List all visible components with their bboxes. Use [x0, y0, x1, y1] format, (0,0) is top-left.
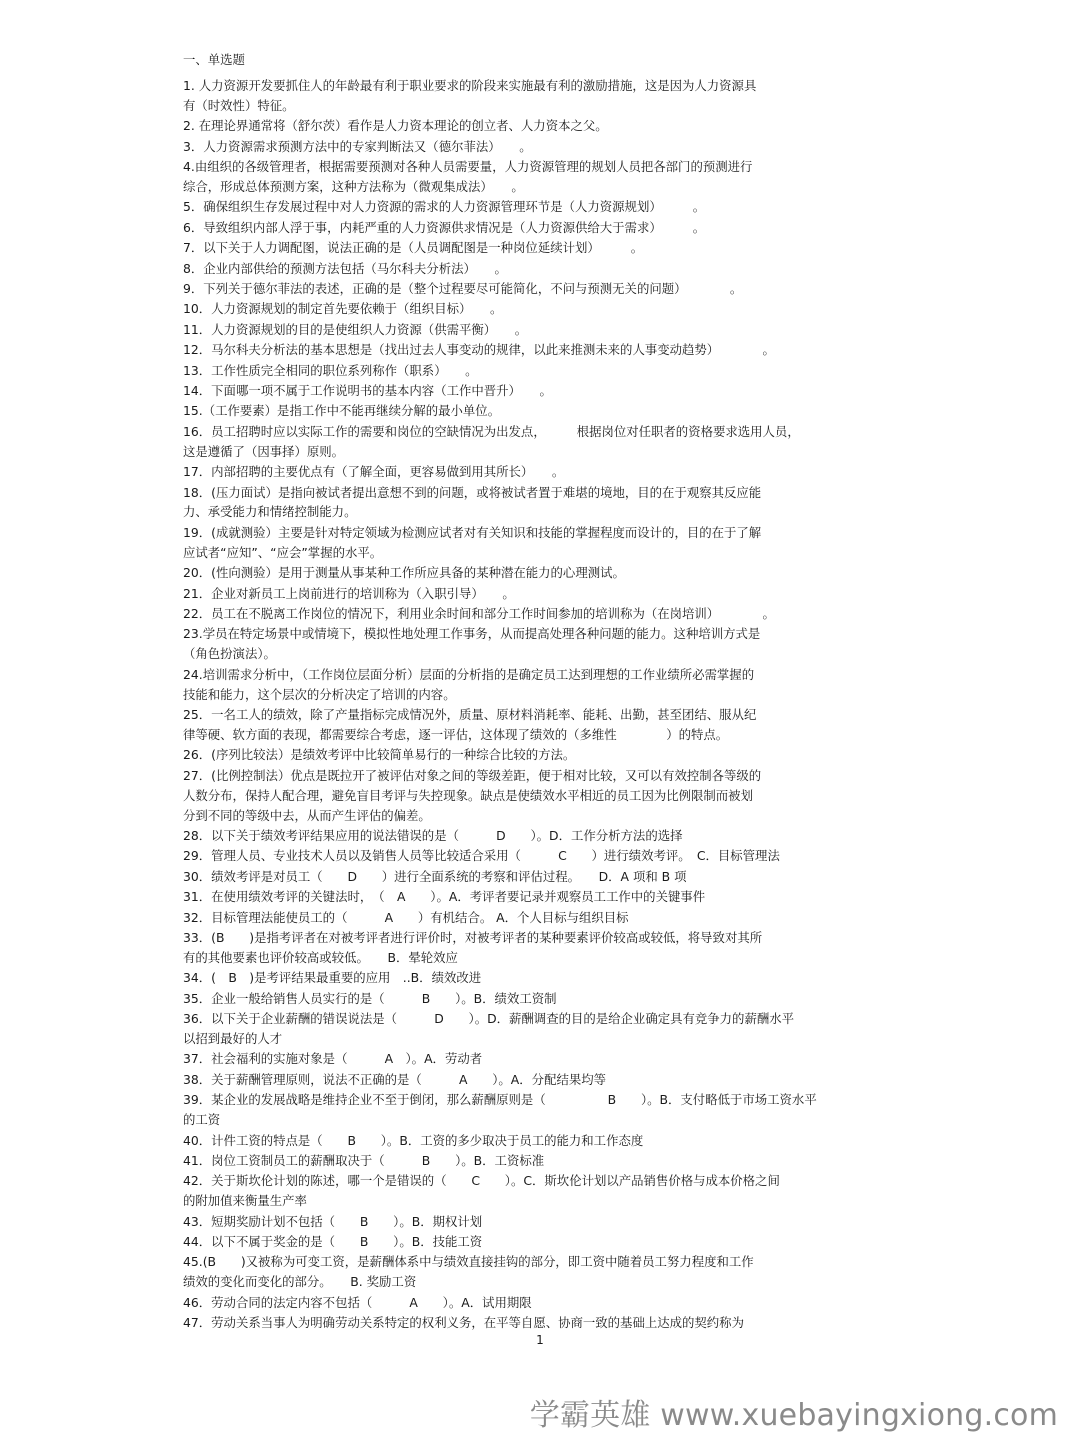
question-item: 44．以下不属于奖金的是（ B ）。B．技能工资: [183, 1234, 483, 1250]
question-item: 25．一名工人的绩效，除了产量指标完成情况外，质量、原材料消耗率、能耗、出勤，甚至团结、服从纪 律等硬、软方面的表现，都需要综合考虑，逐一评估，这体现了绩效的（多维性 ）的特点。: [183, 707, 757, 742]
question-item: 15.（工作要素）是指工作中不能再继续分解的最小单位。: [183, 403, 501, 419]
question-item: 20．(性向测验）是用于测量从事某种工作所应具备的某种潜在能力的心理测试。: [183, 565, 625, 581]
question-item: 42．关于斯坎伦计划的陈述，哪一个是错误的（ C ）。C．斯坎伦计划以产品销售价格与成本价格之间 的附加值来衡量生产率: [183, 1173, 780, 1209]
question-item: 12．马尔科夫分析法的基本思想是（找出过去人事变动的规律，以此来推测未来的人事变动趋势） 。: [183, 342, 775, 358]
question-item: 17．内部招聘的主要优点有（了解全面，更容易做到用其所长） 。: [183, 464, 565, 480]
question-item: 16．员工招聘时应以实际工作的需要和岗位的空缺情况为出发点， 根据岗位对任职者的资格要求选用人员， 这是遵循了（因事择）原则。: [183, 423, 800, 459]
question-item: 21．企业对新员工上岗前进行的培训称为（入职引导） 。: [183, 585, 515, 601]
watermark: 学霸英雄 www.xuebayingxiong.com: [529, 1398, 1058, 1433]
question-item: 36．以下关于企业薪酬的错误说法是（ D ）。D．薪酬调查的目的是给企业确定具有竞争力的薪酬水平 以招到最好的人才: [183, 1011, 795, 1046]
question-item: 33．(B )是指考评者在对被考评者进行评价时，对被考评者的某种要素评价较高或较低，将导致对其所 有的其他要素也评价较高或较低。 B．晕轮效应: [183, 929, 763, 965]
question-item: 46．劳动合同的法定内容不包括（ A ）。A．试用期限: [183, 1294, 532, 1310]
question-item: 18．(压力面试）是指向被试者提出意想不到的问题，或将被试者置于难堪的境地，目的在于观察其反应能 力、承受能力和情绪控制能力。: [183, 484, 762, 520]
question-item: 35．企业一般给销售人员实行的是（ B ）。B．绩效工资制: [183, 990, 557, 1006]
question-item: 43．短期奖励计划不包括（ B ）。B．期权计划: [183, 1213, 483, 1229]
question-item: 11．人力资源规划的目的是使组织人力资源（供需平衡） 。: [183, 321, 528, 337]
question-item: 41．岗位工资制员工的薪酬取决于（ B ）。B．工资标准: [183, 1152, 545, 1168]
question-item: 45.(B )又被称为可变工资，是薪酬体系中与绩效直接挂钩的部分，即工资中随着员工努力程度和工作 绩效的变化而变化的部分。 B. 奖励工资: [183, 1254, 754, 1290]
question-item: 2. 在理论界通常将（舒尔茨）看作是人力资本理论的创立者、人力资本之父。: [183, 118, 608, 134]
question-item: 30．绩效考评是对员工（ D ）进行全面系统的考察和评估过程。 D．A 项和 B 项: [183, 868, 687, 884]
question-item: 32．目标管理法能使员工的（ A ）有机结合。 A．个人目标与组织目标: [183, 909, 629, 925]
question-item: 37．社会福利的实施对象是（ A ）。A．劳动者: [183, 1051, 483, 1067]
question-item: 39．某企业的发展战略是维持企业不至于倒闭，那么薪酬原则是（ B ）。B．支付略低于市场工资水平 的工资: [183, 1092, 817, 1128]
question-list: [183, 76, 883, 1333]
question-item: 24.培训需求分析中，（工作岗位层面分析）层面的分析指的是确定员工达到理想的工作业绩所必需掌握的 技能和能力，这个层次的分析决定了培训的内容。: [183, 666, 755, 702]
question-item: 4.由组织的各级管理者，根据需要预测对各种人员需要量，人力资源管理的规划人员把各部门的预测进行 综合，形成总体预测方案，这种方法称为（微观集成法） 。: [183, 159, 753, 194]
question-item: 7．以下关于人力调配图，说法正确的是（人员调配图是一种岗位延续计划） 。: [183, 240, 644, 256]
document-body: [183, 50, 883, 1334]
question-item: 3．人力资源需求预测方法中的专家判断法又（德尔菲法） 。: [183, 138, 532, 154]
question-item: 6．导致组织内部人浮于事，内耗严重的人力资源供求情况是（人力资源供给大于需求） 。: [183, 219, 706, 235]
question-item: 23.学员在特定场景中或情境下，模拟性地处理工作事务，从而提高处理各种问题的能力。这种培训方式是 （角色扮演法）。: [183, 626, 761, 662]
question-item: 26．(序列比较法）是绩效考评中比较简单易行的一种综合比较的方法。: [183, 747, 576, 763]
question-item: 47．劳动关系当事人为明确劳动关系特定的权利义务，在平等自愿、协商一致的基础上达成的契约称为: [183, 1315, 744, 1331]
question-item: 28．以下关于绩效考评结果应用的说法错误的是（ D ）。D．工作分析方法的选择: [183, 827, 683, 843]
question-item: 34．( B )是考评结果最重要的应用 ..B．绩效改进: [183, 970, 482, 986]
question-item: 13．工作性质完全相同的职位系列称作（职系） 。: [183, 362, 478, 378]
question-item: 9．下列关于德尔菲法的表述，正确的是（整个过程要尽可能简化，不问与预测无关的问题） 。: [183, 280, 743, 296]
question-item: 14．下面哪一项不属于工作说明书的基本内容（工作中晋升） 。: [183, 383, 552, 398]
question-item: 31．在使用绩效考评的关键法时， （ A ）。A．考评者要记录并观察员工工作中的关键事件: [183, 889, 706, 905]
question-item: 29．管理人员、专业技术人员以及销售人员等比较适合采用（ C ）进行绩效考评。 C．目标管理法: [183, 848, 780, 864]
question-item: 8．企业内部供给的预测方法包括（马尔科夫分析法） 。: [183, 260, 507, 276]
section-title: 一、单选题: [183, 52, 245, 67]
question-item: 38．关于薪酬管理原则，说法不正确的是（ A ）。A．分配结果均等: [183, 1071, 607, 1087]
question-item: 40．计件工资的特点是（ B ）。B．工资的多少取决于员工的能力和工作态度: [183, 1132, 644, 1148]
question-item: 1. 人力资源开发要抓住人的年龄最有利于职业要求的阶段来实施最有利的激励措施，这是因为人力资源具 有（时效性）特征。: [183, 77, 757, 113]
question-item: 22．员工在不脱离工作岗位的情况下，利用业余时间和部分工作时间参加的培训称为（在岗培训） 。: [183, 605, 775, 621]
question-item: 10．人力资源规划的制定首先要依赖于（组织目标） 。: [183, 301, 503, 317]
page-number: 1: [536, 1333, 544, 1347]
question-item: 27．(比例控制法）优点是既拉开了被评估对象之间的等级差距，便于相对比较，又可以有效控制各等级的 人数分布，保持人配合理，避免盲目考评与失控现象。缺点是使绩效水平相近的员工因为比例限制而被划 分到不同的等级中去，从而产生评估的偏差。: [183, 767, 762, 823]
question-item: 5．确保组织生存发展过程中对人力资源的需求的人力资源管理环节是（人力资源规划） 。: [183, 199, 706, 215]
question-item: 19．(成就测验）主要是针对特定领域为检测应试者对有关知识和技能的掌握程度而设计的，目的在于了解 应试者“应知”、“应会”掌握的水平。: [183, 524, 762, 560]
